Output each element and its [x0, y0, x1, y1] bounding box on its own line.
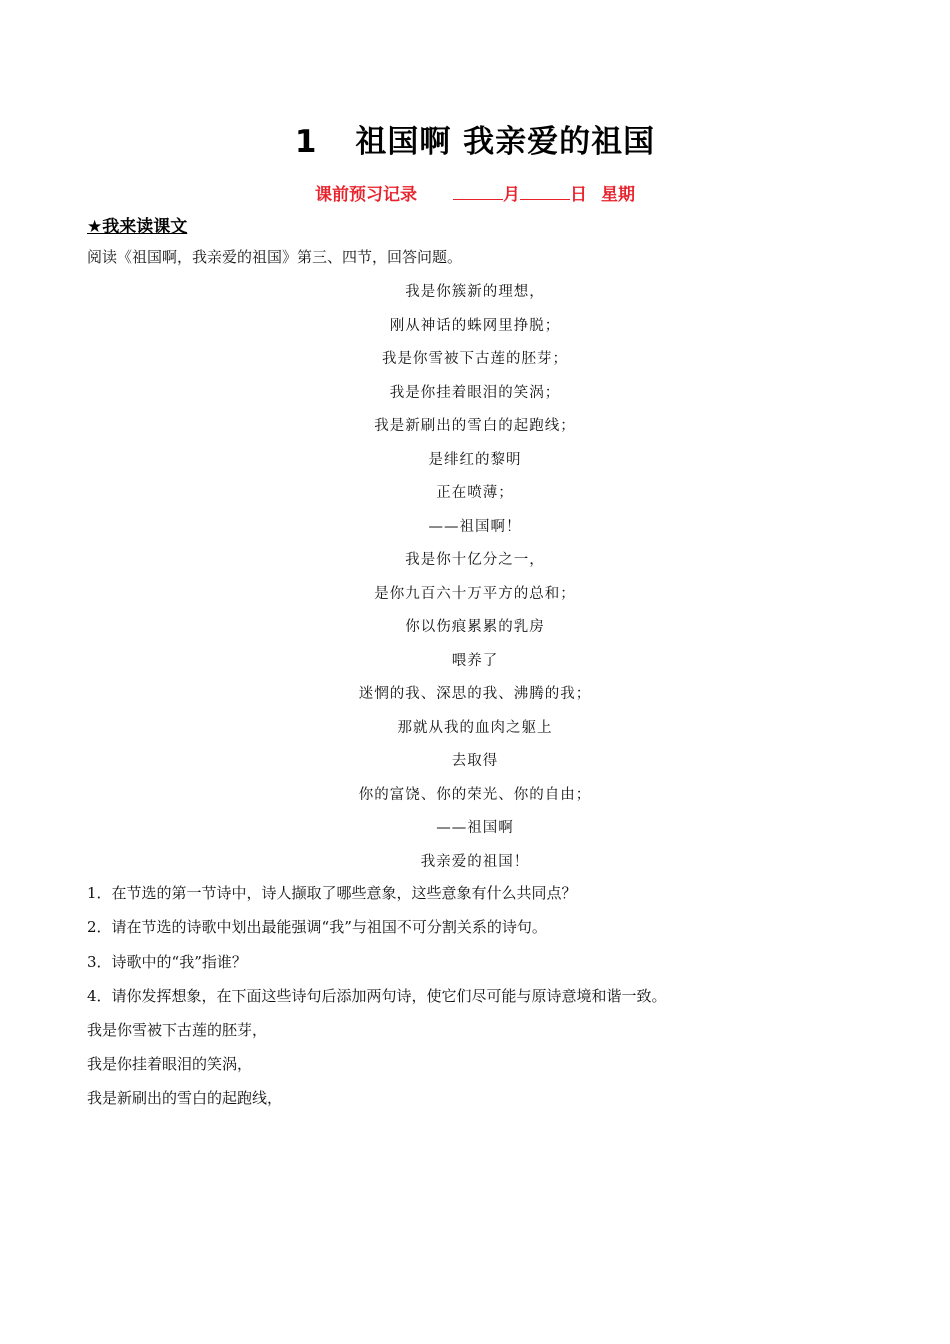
- question-item: 2．请在节选的诗歌中划出最能强调“我”与祖国不可分割关系的诗句。: [87, 918, 547, 937]
- page-title: [0, 116, 950, 161]
- poem-line: ——祖国啊: [436, 820, 514, 836]
- poem-line: 你的富饶、你的荣光、你的自由；: [358, 786, 592, 803]
- day-blank[interactable]: [520, 185, 570, 200]
- poem-line: 我是你挂着眼泪的笑涡；: [389, 384, 561, 401]
- question-item: 4．请你发挥想象，在下面这些诗句后添加两句诗，使它们尽可能与原诗意境和谐一致。: [87, 986, 667, 1005]
- section-heading: ★我来读课文: [87, 217, 188, 237]
- poem-line: 去取得: [451, 753, 499, 769]
- intro-text: 阅读《祖国啊，我亲爱的祖国》第三、四节，回答问题。: [87, 248, 463, 266]
- poem-line: 喂养了: [451, 652, 499, 669]
- continuation-line: 我是新刷出的雪白的起跑线，: [87, 1089, 283, 1107]
- poem-line: 那就从我的血肉之躯上: [397, 719, 553, 736]
- poem-line: 你以伤痕累累的乳房: [405, 619, 545, 635]
- continuation-line: 我是你挂着眼泪的笑涡，: [87, 1055, 253, 1073]
- lesson-title: 祖国啊 我亲爱的祖国: [355, 124, 656, 160]
- day-label: 日: [570, 185, 587, 205]
- poem-line: 是你九百六十万平方的总和；: [374, 585, 576, 602]
- weekday-label: 星期: [601, 185, 635, 205]
- poem-line: 刚从神话的蛛网里挣脱；: [389, 317, 561, 334]
- poem-line: 我是你雪被下古莲的胚芽；: [382, 351, 568, 367]
- continuation-lines: [87, 1020, 282, 1122]
- poem-line: 我是你十亿分之一，: [405, 552, 545, 568]
- poem-line: ——祖国啊！: [428, 518, 522, 535]
- month-blank[interactable]: [453, 185, 503, 200]
- question-item: 3．诗歌中的“我”指谁？: [87, 952, 247, 971]
- poem-line: 正在喷薄；: [436, 485, 514, 501]
- poem-line: 我亲爱的祖国！: [420, 853, 530, 870]
- poem-line: 是绯红的黎明: [428, 451, 522, 468]
- poem-excerpt: [0, 282, 950, 885]
- lesson-number: 1: [294, 124, 318, 160]
- continuation-line: 我是你雪被下古莲的胚芽，: [87, 1021, 268, 1039]
- poem-line: 我是新刷出的雪白的起跑线；: [374, 418, 576, 434]
- preview-record-label: 课前预习记录: [315, 185, 417, 205]
- question-list: [87, 883, 667, 1020]
- preview-record-line: [0, 180, 950, 205]
- question-item: 1．在节选的第一节诗中，诗人撷取了哪些意象，这些意象有什么共同点？: [87, 884, 577, 902]
- poem-line: 迷惘的我、深思的我、沸腾的我；: [358, 686, 592, 702]
- month-label: 月: [503, 185, 520, 205]
- poem-line: 我是你簇新的理想，: [405, 284, 545, 300]
